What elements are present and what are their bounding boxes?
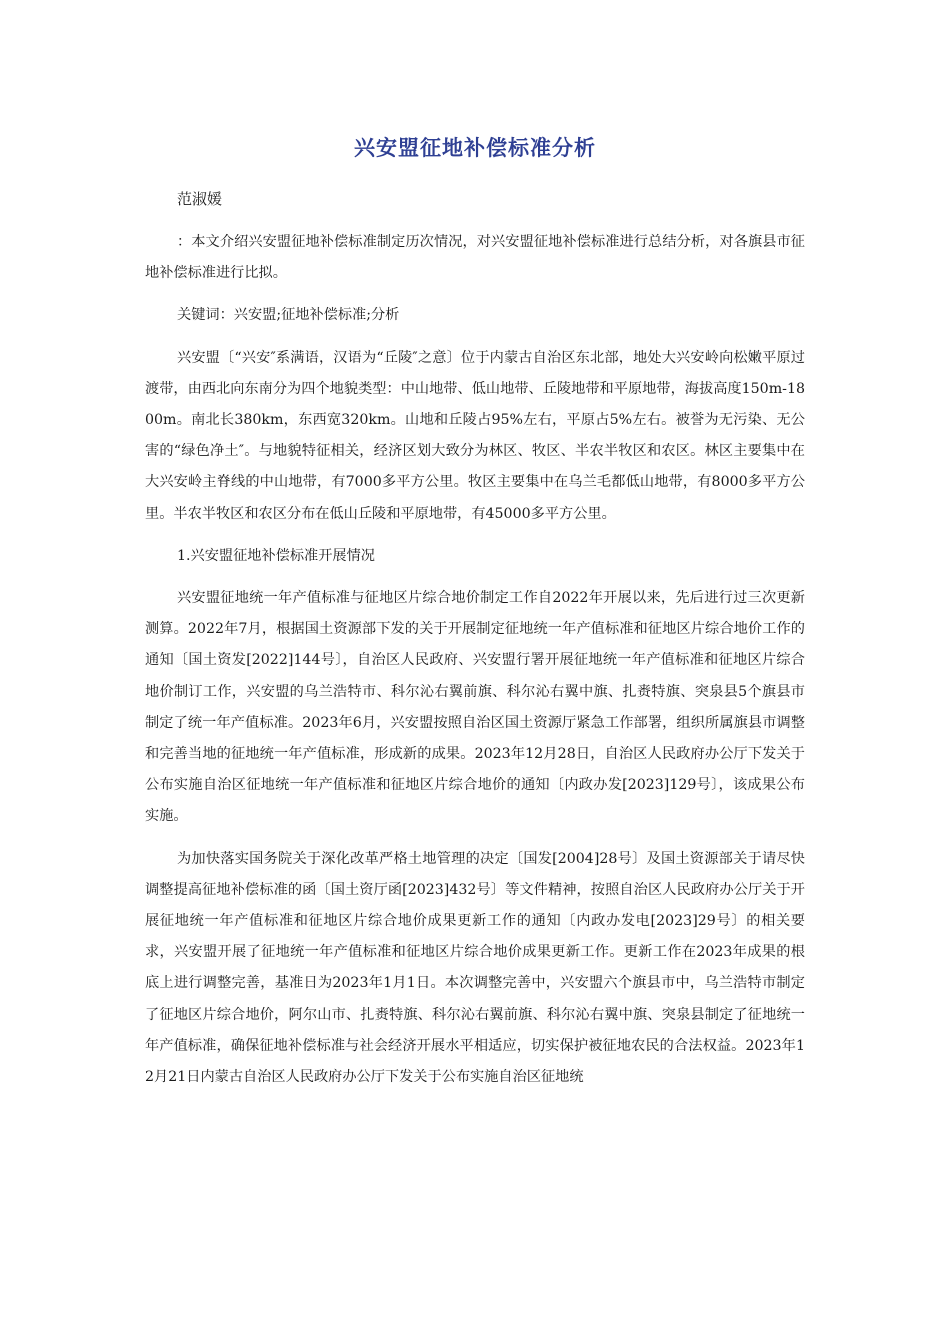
section-heading: 1.兴安盟征地补偿标准开展情况	[177, 547, 375, 564]
body-paragraph-update: 为加快落实国务院关于深化改革严格土地管理的决定〔国发[2004]28号〕及国土资源部关于请尽快调整提高征地补偿标准的函〔国土资厅函[2023]432号〕等文件精神，按照自治区人民政府办公厅关于开展征地统一年产值标准和征地区片综合地价成果更新工作的通知〔内政办发电[2023]29号〕的相关要求，兴安盟开展了征地统一年产值标准和征地区片综合地价成果更新工作。更新工作在2023年成果的根底上进行调整完善，基准日为2023年1月1日。本次调整完善中，兴安盟六个旗县市中，乌兰浩特市制定了征地区片综合地价，阿尔山市、扎赉特旗、科尔沁右翼前旗、科尔沁右翼中旗、突泉县制定了征地统一年产值标准，确保征地补偿标准与社会经济开展水平相适应，切实保护被征地农民的合法权益。2023年12月21日内蒙古自治区人民政府办公厅下发关于公布实施自治区征地统	[145, 850, 805, 1086]
keywords-line: 关键词：兴安盟;征地补偿标准;分析	[177, 307, 400, 324]
body-paragraph-overview: 兴安盟〔“兴安″系满语，汉语为“丘陵″之意〕位于内蒙古自治区东北部，地处大兴安岭向松嫩平原过渡带，由西北向东南分为四个地貌类型：中山地带、低山地带、丘陵地带和平原地带，海拔高度150m-1800m。南北长380km，东西宽320km。山地和丘陵占95%左右，平原占5%左右。被誉为无污染、无公害的“绿色净土″。与地貌特征相关，经济区划大致分为林区、牧区、半农半牧区和农区。林区主要集中在大兴安岭主脊线的中山地带，有7000多平方公里。牧区主要集中在乌兰毛都低山地带，有8000多平方公里。半农半牧区和农区分布在低山丘陵和平原地带，有45000多平方公里。	[145, 349, 805, 522]
abstract-paragraph: ：本文介绍兴安盟征地补偿标准制定历次情况，对兴安盟征地补偿标准进行总结分析，对各旗县市征地补偿标准进行比拟。	[145, 234, 805, 282]
author-name: 范淑媛	[177, 190, 223, 208]
document-title: 兴安盟征地补偿标准分析	[354, 136, 596, 160]
body-paragraph-history: 兴安盟征地统一年产值标准与征地区片综合地价制定工作自2022年开展以来，先后进行过三次更新测算。2022年7月，根据国土资源部下发的关于开展制定征地统一年产值标准和征地区片综合地价工作的通知〔国土资发[2022]144号〕，自治区人民政府、兴安盟行署开展征地统一年产值标准和征地区片综合地价制订工作，兴安盟的乌兰浩特市、科尔沁右翼前旗、科尔沁右翼中旗、扎赉特旗、突泉县5个旗县市制定了统一年产值标准。2023年6月，兴安盟按照自治区国土资源厅紧急工作部署，组织所属旗县市调整和完善当地的征地统一年产值标准，形成新的成果。2023年12月28日，自治区人民政府办公厅下发关于公布实施自治区征地统一年产值标准和征地区片综合地价的通知〔内政办发[2023]129号〕，该成果公布实施。	[145, 590, 805, 825]
document-body	[145, 130, 805, 1093]
